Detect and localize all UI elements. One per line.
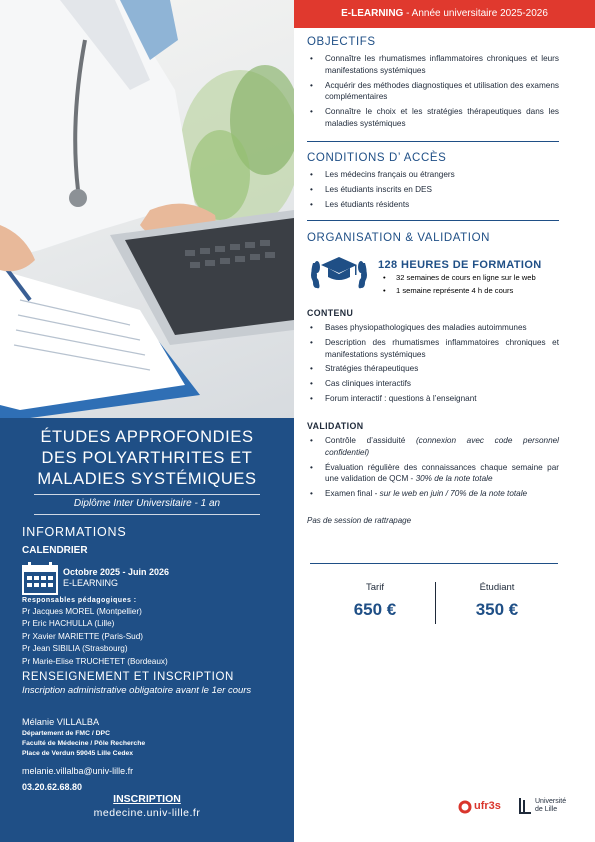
section-divider bbox=[307, 141, 559, 142]
title-line: MALADIES SYSTÉMIQUES bbox=[37, 470, 257, 488]
list-item: • Bases physiopathologiques des maladies autoimmunes bbox=[307, 322, 559, 334]
university-logo-mark bbox=[518, 798, 532, 814]
responsable-item: Pr Eric HACHULLA (Lille) bbox=[22, 619, 115, 629]
renseignement-subtitle: Inscription administrative obligatoire avant le 1er cours bbox=[22, 685, 252, 696]
list-item: • Cas cliniques interactifs bbox=[307, 378, 559, 390]
contact-line: Département de FMC / DPC bbox=[22, 730, 110, 737]
contenu-heading: CONTENU bbox=[307, 308, 354, 318]
contenu-list bbox=[307, 322, 559, 405]
section-divider bbox=[310, 563, 558, 564]
list-item: • Les étudiants inscrits en DES bbox=[307, 184, 559, 196]
price-etudiant bbox=[452, 582, 542, 620]
list-item: • 1 semaine représente 4 h de cours bbox=[380, 285, 560, 297]
banner-strong: E-LEARNING bbox=[341, 8, 404, 19]
objectifs-list bbox=[307, 53, 559, 130]
ufr-logo-text: ufr3s bbox=[474, 800, 501, 812]
renseignement-heading: RENSEIGNEMENT ET INSCRIPTION bbox=[22, 671, 234, 683]
inscription-title: INSCRIPTION bbox=[113, 793, 181, 805]
title-line: ÉTUDES APPROFONDIES bbox=[40, 428, 254, 446]
responsable-item: Pr Jacques MOREL (Montpellier) bbox=[22, 607, 142, 616]
banner-rest: - Année universitaire 2025-2026 bbox=[403, 8, 548, 19]
validation-text: Évaluation régulière des connaissances chaque semaine par une validation de QCM - bbox=[325, 462, 559, 484]
list-item bbox=[307, 435, 559, 459]
list-item: • Stratégies thérapeutiques bbox=[307, 363, 559, 375]
contact-email[interactable]: melanie.villalba@univ-lille.fr bbox=[22, 766, 134, 776]
list-item: • Forum interactif : questions à l’enseignant bbox=[307, 393, 559, 405]
tarif-label: Tarif bbox=[366, 582, 384, 593]
list-item: • Description des rhumatismes inflammatoires chroniques et manifestations systémiques bbox=[307, 337, 559, 361]
contact-address bbox=[22, 729, 145, 759]
validation-text: Examen final - bbox=[325, 489, 380, 499]
inscription-block bbox=[0, 793, 294, 819]
top-banner bbox=[294, 0, 595, 28]
hours-title: 128 HEURES DE FORMATION bbox=[378, 259, 542, 271]
tarif-value: 650 € bbox=[353, 600, 397, 619]
list-item: • Acquérir des méthodes diagnostiques et utilisation des examens complémentaires bbox=[307, 80, 559, 104]
list-item: • Les médecins français ou étrangers bbox=[307, 169, 559, 181]
contact-name: Mélanie VILLALBA bbox=[22, 717, 100, 727]
list-item bbox=[307, 462, 559, 486]
calendar-heading: CALENDRIER bbox=[22, 545, 88, 556]
list-item bbox=[307, 488, 559, 500]
calendar-dates: Octobre 2025 - Juin 2026 bbox=[63, 567, 170, 577]
responsable-item: Pr Marie-Elise TRUCHETET (Bordeaux) bbox=[22, 656, 168, 666]
rattrapage-note: Pas de session de rattrapage bbox=[307, 516, 412, 525]
conditions-heading: CONDITIONS D’ ACCÈS bbox=[307, 152, 447, 164]
list-item: • Connaître le choix et les stratégies thérapeutiques dans les maladies systémiques bbox=[307, 106, 559, 130]
program-title bbox=[0, 427, 294, 490]
contact-line: Faculté de Médecine / Pôle Recherche bbox=[22, 740, 146, 747]
validation-heading: VALIDATION bbox=[307, 421, 364, 431]
list-item: • 32 semaines de cours en ligne sur le web bbox=[380, 272, 560, 284]
title-rule-bottom bbox=[34, 514, 260, 515]
validation-list bbox=[307, 435, 559, 500]
graduation-cap-icon bbox=[307, 253, 371, 300]
calendar-mode: E-LEARNING bbox=[63, 578, 119, 588]
calendar-icon bbox=[22, 562, 58, 600]
validation-text: Contrôle d’assiduité bbox=[325, 436, 416, 445]
validation-detail: (connexion avec code personnel confidentiel) bbox=[325, 436, 559, 457]
objectifs-heading: OBJECTIFS bbox=[307, 36, 376, 48]
list-item: • Les étudiants résidents bbox=[307, 199, 559, 211]
inscription-link[interactable]: medecine.univ-lille.fr bbox=[93, 807, 201, 819]
informations-heading: INFORMATIONS bbox=[22, 525, 127, 539]
price-tarif bbox=[330, 582, 420, 620]
contact-phone[interactable]: 03.20.62.68.80 bbox=[22, 782, 83, 792]
contact-line: Place de Verdun 59045 Lille Cedex bbox=[22, 750, 134, 757]
validation-detail: sur le web en juin / 70% de la note totale bbox=[379, 489, 528, 499]
list-item: • Connaître les rhumatismes inflammatoires chroniques et leurs manifestations systémiques bbox=[307, 53, 559, 77]
ufr-logo-mark bbox=[458, 800, 472, 814]
validation-detail: 30% de la note totale bbox=[415, 474, 493, 484]
hours-list bbox=[380, 272, 560, 296]
etudiant-label: Étudiant bbox=[479, 582, 515, 593]
section-divider bbox=[307, 220, 559, 221]
responsables-list bbox=[22, 606, 168, 668]
diploma-label: Diplôme Inter Universitaire - 1 an bbox=[73, 498, 221, 509]
conditions-list bbox=[307, 169, 559, 210]
etudiant-value: 350 € bbox=[475, 600, 519, 619]
title-rule-top bbox=[34, 494, 260, 495]
responsable-item: Pr Jean SIBILIA (Strasbourg) bbox=[22, 644, 128, 654]
organisation-heading: ORGANISATION & VALIDATION bbox=[307, 232, 491, 244]
university-logo-text: Université de Lille bbox=[535, 798, 567, 813]
price-divider bbox=[435, 582, 436, 624]
responsable-item: Pr Xavier MARIETTE (Paris-Sud) bbox=[22, 631, 144, 641]
title-line: DES POLYARTHRITES ET bbox=[41, 449, 253, 467]
cover-photo bbox=[0, 0, 294, 418]
responsables-label: Responsables pédagogiques : bbox=[22, 597, 137, 604]
doctor-laptop-illustration bbox=[0, 0, 294, 418]
